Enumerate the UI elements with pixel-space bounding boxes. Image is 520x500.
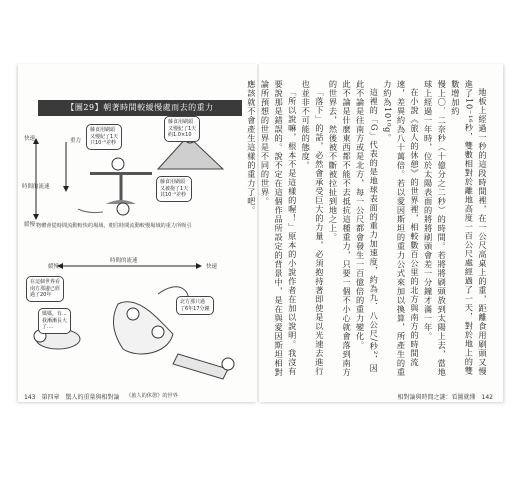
label-fast-bottom: 快速 <box>206 264 218 270</box>
left-page <box>18 64 257 402</box>
character-on-floor <box>117 203 129 215</box>
speech-bubble-child: 媽媽，有... 我漸漸長大 了.... <box>38 308 71 334</box>
tumbling-characters <box>113 302 173 354</box>
label-fast: 快速 <box>24 136 36 142</box>
figure-title: 【圖29】朝著時間較緩慢處而去的重力 <box>38 100 242 116</box>
speech-bubble-north: 北方那只過 了6年17分鐘 <box>176 296 214 315</box>
lying-character-right <box>173 354 228 379</box>
paragraph-7: 「所以說嘛，根本不是這樣的喔！」原本的小說作者在加以說明。我沒有要說那是錯誤的。說不定在這個作品所設定的背景中，是在與愛因斯坦相對論所預想的世界是不同的世界。 <box>260 80 298 377</box>
speech-bubble-south: 在這個世界看 南方那邊已經 過了20年 <box>26 276 64 302</box>
speech-bubble-mountain: 藤食用刷頭 又慢紀了1天 約1.0×10 <box>164 116 200 142</box>
speech-bubble-floor: 藤食用刷頭 又被拖了1天 其10⁻¹差秒 <box>156 176 192 202</box>
arrow-right-icon <box>196 263 202 269</box>
floor-shadow <box>78 209 103 213</box>
figure-caption-bottom: 《旅人的休憩》的世界 <box>126 393 178 399</box>
paragraph-2: 慢上〇．二奈秒（十億分之二秒）的時間。若將將刷頭放到太陽上去，當地球上經過一年時，位於太陽表面的將將刷頭會差一分鐘才滿一年。 <box>423 80 448 377</box>
paragraph-4: 這裡的「G」代表的是地球表面的重力加速度，約為九．八公尺/秒²，因此不論是往南方或是北方，每一公尺都會發生一百億倍的重力變化。 <box>355 80 380 374</box>
figure-illustration <box>18 64 257 402</box>
paragraph-1: 地板上經過一秒的這段時間裡，在一公尺高桌上的重，距離食用刷頭又慢進了10⁻¹⁶秒，雙數相對於離地高度一百公尺處經過了一天，對於地上的雙數增加約 <box>450 80 488 377</box>
right-page-footer: 相對論與時間之謎：看圖就懂 142 <box>397 394 493 401</box>
gravity-arrow-icon <box>63 186 69 192</box>
left-page-footer: 143 第四章 驚人的重量與相對論 <box>24 394 120 401</box>
label-time-flow: 時間的流速 <box>22 184 50 190</box>
paragraph-5: 此不論是什麼東西都不能不去抵抗這種重力，只要一個不小心就會落到南方的世界去，然後被不斷被拉扯到地之上。 <box>328 80 353 377</box>
label-time-flow-bottom: 時間的流速 <box>110 258 138 264</box>
paragraph-3: 在小說《旅人的休憩》的世界裡，相較數百公里的北方與南方的時間流速，差異約為八十萬倍。若以愛因斯坦的重力公式來加以換算，所產生的重力約為10¹⁰g。 <box>382 80 421 377</box>
label-slow: 緩慢 <box>24 222 36 228</box>
head-center <box>127 308 139 320</box>
table-top <box>90 172 152 175</box>
paragraph-8: 應該就不會產生這樣的重力了吧。 <box>246 80 257 215</box>
label-slow-bottom: 緩慢 <box>48 264 60 270</box>
paragraph-6: 「落下」的話，必然會承受巨大的力量，必須抱持著即使是以光速去進行也並非不可能的態度。 <box>301 80 325 377</box>
right-page <box>246 64 503 402</box>
head-center-2 <box>152 326 164 338</box>
head-right <box>222 358 234 370</box>
label-gravity: 重力 <box>70 138 82 144</box>
speech-bubble-top: 藤食用刷頭 又慢紀了1天 只10⁻¹差秒 <box>86 124 122 150</box>
figure-caption-top: 物體會從時間流動較快的場域，朝往時間流動較慢場域的重力所吸引 <box>36 223 192 229</box>
body-text <box>244 80 489 380</box>
character-on-table <box>112 158 124 170</box>
